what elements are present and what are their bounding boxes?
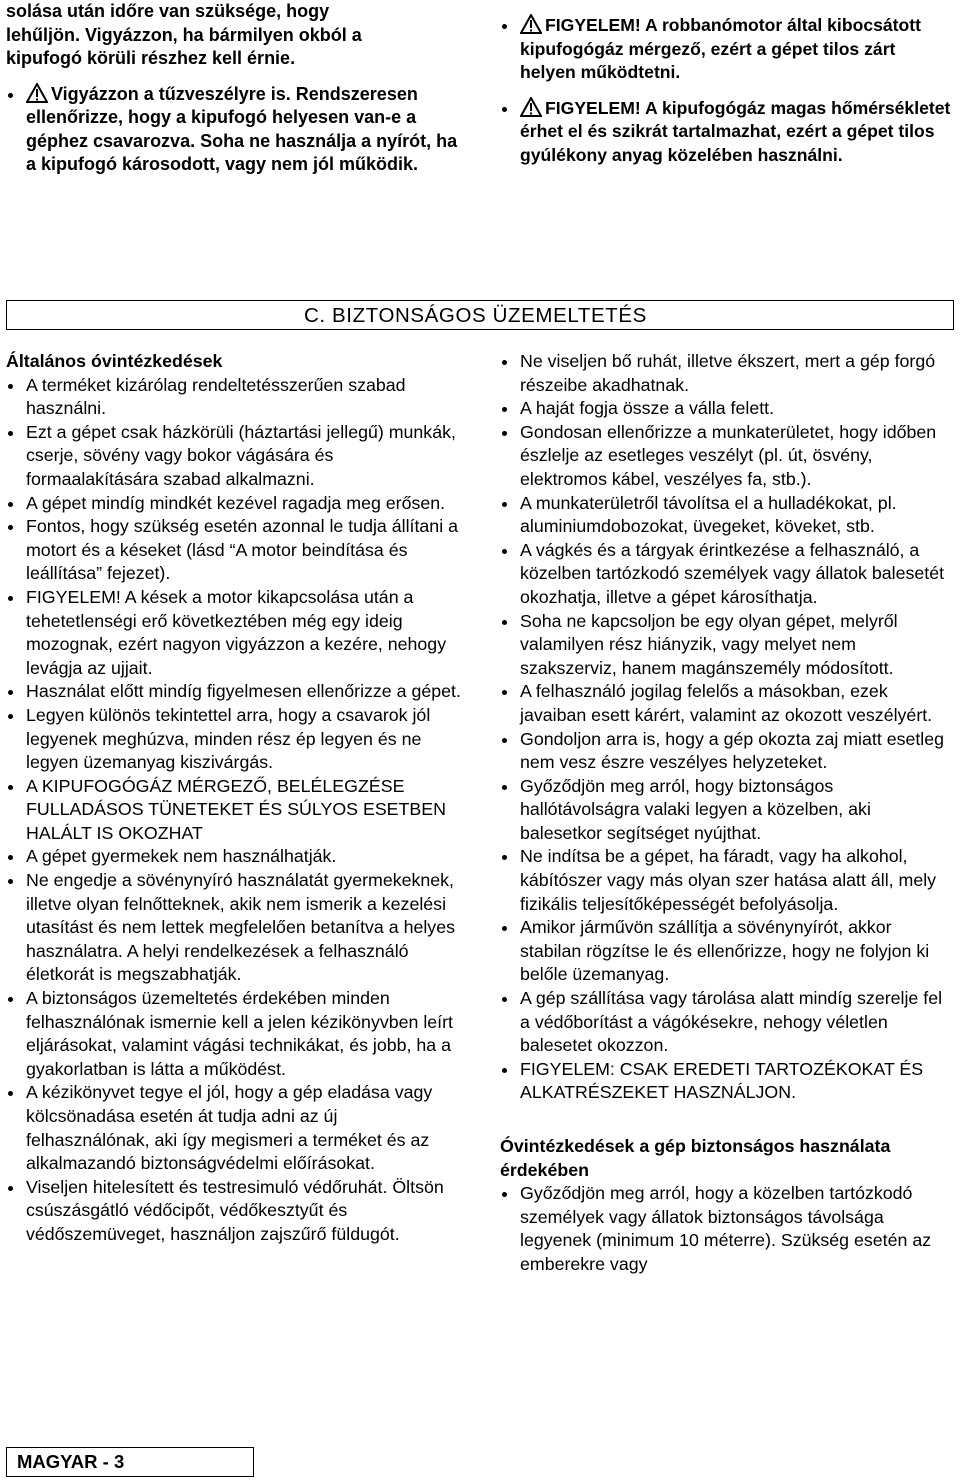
continued-text-1: solása után időre van szüksége, hogy — [6, 1, 330, 21]
bullet-dot — [502, 502, 507, 507]
bullet-dot — [502, 431, 507, 436]
bullet-dot — [502, 855, 507, 860]
list-item-text: Viseljen hitelesített és testresimuló védőruhát. Öltsön csúszásgátló védőcipőt, védőkesztyűt és védőszemüveget, használjon zajszűrő füldugót. — [26, 1176, 444, 1244]
continued-text-2: lehűljön. Vigyázzon, ha bármilyen okból a — [6, 24, 362, 45]
list-item-text: A haját fogja össze a válla felett. — [520, 398, 775, 419]
bullet-dot — [8, 93, 13, 98]
bullet-dot — [8, 1186, 13, 1191]
fire-warning-list — [6, 83, 460, 177]
bullet-dot — [502, 785, 507, 790]
section-header-box — [6, 300, 954, 330]
bullet-dot — [8, 785, 13, 790]
bullet-dot — [502, 107, 507, 112]
bullet-dot — [8, 714, 13, 719]
list-item-text: A vágkés és a tárgyak érintkezése a felhasználó, a közelben tartózkodó személyek vagy állatok balesetét okozhatja, illetve a gépet károsíthatja. — [520, 539, 945, 607]
list-item — [500, 421, 956, 492]
list-item-text: A gépet gyermekek nem használhatják. — [26, 846, 337, 867]
warning-triangle-icon — [520, 14, 542, 34]
list-item — [6, 775, 462, 846]
list-item-text: A gépet mindíg mindkét kezével ragadja meg erősen. — [26, 492, 446, 513]
list-item — [6, 680, 462, 704]
bullet-dot — [8, 879, 13, 884]
list-item — [500, 680, 956, 727]
list-item-text: Gondosan ellenőrizze a munkaterületet, hogy időben észlelje az esetleges veszélyt (pl. út, ösvény, elektromos kábel, veszélyes fa, stb.). — [520, 421, 937, 489]
left-column — [6, 350, 462, 1247]
top-left-block — [6, 0, 460, 177]
bullet-dot — [502, 620, 507, 625]
list-item — [6, 1176, 462, 1247]
bullet-dot — [502, 1192, 507, 1197]
bullet-dot — [502, 24, 507, 29]
spacer — [500, 1105, 956, 1135]
list-item-text: A KIPUFOGÓGÁZ MÉRGEZŐ, BELÉLEGZÉSE FULLADÁSOS TÜNETEKET ÉS SÚLYOS ESETBEN HALÁLT IS OKOZHAT — [26, 775, 446, 843]
exhaust-warning-text-2: FIGYELEM! A kipufogógáz magas hőmérsékletet érhet el és szikrát tartalmazhat, ezért a gépet tilos gyúlékony anyag közelében használni. — [520, 97, 951, 165]
general-precautions-heading: Általános óvintézkedések — [6, 351, 223, 371]
bullet-dot — [8, 596, 13, 601]
list-item-text: Ne indítsa be a gépet, ha fáradt, vagy ha alkohol, kábítószer vagy más olyan szer hatása alatt áll, mely fizikális teljesítőképességét befolyásolja. — [520, 846, 937, 914]
list-item — [6, 704, 462, 775]
bullet-dot — [502, 690, 507, 695]
list-item-text: FIGYELEM: CSAK EREDETI TARTOZÉKOKAT ÉS ALKATRÉSZEKET HASZNÁLJON. — [520, 1058, 924, 1103]
bullet-dot — [502, 738, 507, 743]
bullet-dot — [502, 997, 507, 1002]
continued-text-3: kipufogó körüli részhez kell érnie. — [6, 48, 296, 68]
list-item-text: Győződjön meg arról, hogy biztonságos hallótávolságra valaki legyen a közelben, aki balesetkor segítséget nyújthat. — [520, 775, 871, 843]
list-item — [6, 987, 462, 1081]
list-item — [6, 515, 462, 586]
bullet-dot — [502, 926, 507, 931]
bullet-dot — [8, 1091, 13, 1096]
bullet-dot — [502, 1068, 507, 1073]
bullet-dot — [8, 997, 13, 1002]
exhaust-warning-item-1 — [500, 14, 954, 85]
warning-triangle-icon — [26, 83, 48, 103]
list-item-text: Ne engedje a sövénynyíró használatát gyermekeknek, illetve olyan felnőtteknek, akik nem ismerik a kezelési utasítást és nem lettek megfelelően betanítva a helyes használatra. A helyi rendelkezések a felhasználó életkorát is megszabhatják. — [26, 870, 455, 985]
bullet-dot — [8, 431, 13, 436]
list-item-text: A munkaterületről távolítsa el a hulladékokat, pl. aluminiumdobozokat, üvegeket, köveket, stb. — [520, 492, 897, 537]
exhaust-warning-text-1: FIGYELEM! A robbanómotor által kibocsátott kipufogógáz mérgező, ezért a gépet tilos zárt helyen működtetni. — [520, 15, 921, 82]
list-item — [500, 1182, 956, 1276]
list-item-text: Győződjön meg arról, hogy a közelben tartózkodó személyek vagy állatok biztonságos távolsága legyenek (minimum 10 méterre). Szükség esetén az emberekre vagy — [520, 1183, 932, 1274]
list-item-text: FIGYELEM! A kések a motor kikapcsolása után a tehetetlenségi erő következtében még egy ideig mozognak, ezért nagyon vigyázzon a kezére, nehogy levágja az ujjait. — [26, 586, 447, 678]
list-item — [500, 916, 956, 987]
list-item-text: Amikor járművön szállítja a sövénynyírót, akkor stabilan rögzítse le és ellenőrizze, hogy ne folyjon ki belőle üzemanyag. — [520, 917, 930, 985]
list-item-text: A kézikönyvet tegye el jól, hogy a gép eladása vagy kölcsönadása esetén át tudja adni az új felhasználónak, aki így megismeri a terméket és az alkalmazandó biztonságvédelmi előírásokat. — [26, 1082, 433, 1174]
safe-use-list — [500, 1182, 956, 1276]
list-item-text: Gondoljon arra is, hogy a gép okozta zaj miatt esetleg nem vesz észre veszélyes helyzeteket. — [520, 728, 945, 773]
list-item-text: Soha ne kapcsoljon be egy olyan gépet, melyről valamilyen rész hiányzik, vagy melyet nem szakszerviz, hanem magánszemély módosított. — [520, 610, 898, 678]
list-item — [6, 845, 462, 869]
top-right-block — [500, 14, 954, 167]
right-precautions-list — [500, 350, 956, 1105]
fire-warning-item — [6, 83, 460, 177]
bullet-dot — [8, 502, 13, 507]
list-item-text: Legyen különös tekintettel arra, hogy a csavarok jól legyenek meghúzva, minden rész ép legyen és ne legyen üzemanyag kiszivárgás. — [26, 704, 431, 773]
fire-warning-text: Vigyázzon a tűzveszélyre is. Rendszeresen ellenőrizze, hogy a kipufogó helyesen van-e a géphez csavarozva. Soha ne használja a nyírót, ha a kipufogó károsodott, vagy nem jól működik. — [26, 83, 458, 174]
bullet-dot — [8, 855, 13, 860]
list-item — [500, 610, 956, 681]
bullet-dot — [8, 384, 13, 389]
exhaust-warning-list — [500, 14, 954, 167]
exhaust-warning-item-2 — [500, 97, 954, 168]
list-item — [500, 397, 956, 421]
list-item — [6, 374, 462, 421]
list-item-text: A gép szállítása vagy tárolása alatt mindíg szerelje fel a védőborítást a vágókésekre, nehogy véletlen balesetet okozzon. — [520, 988, 943, 1056]
bullet-dot — [502, 549, 507, 554]
section-title: C. BIZTONSÁGOS ÜZEMELTETÉS — [304, 304, 647, 327]
list-item-text: A biztonságos üzemeltetés érdekében minden felhasználónak ismernie kell a jelen kézikönyvben leírt eljárásokat, valamint vágási technikákat, és jobb, ha a gyakorlatban is látta a működést. — [26, 988, 453, 1079]
list-item — [500, 1058, 956, 1105]
general-precautions-list — [6, 374, 462, 1247]
list-item — [500, 987, 956, 1058]
list-item-text: Ne viseljen bő ruhát, illetve ékszert, mert a gép forgó részeibe akadhatnak. — [520, 351, 936, 395]
list-item — [500, 492, 956, 539]
list-item — [500, 845, 956, 916]
list-item-text: A terméket kizárólag rendeltetésszerűen szabad használni. — [26, 374, 406, 419]
bullet-dot — [502, 360, 507, 365]
list-item — [500, 539, 956, 610]
bullet-dot — [8, 690, 13, 695]
list-item — [6, 1081, 462, 1175]
list-item — [6, 586, 462, 680]
list-item-text: Használat előtt mindíg figyelmesen ellenőrizze a gépet. — [26, 681, 461, 702]
list-item — [500, 775, 956, 846]
bullet-dot — [8, 525, 13, 530]
list-item-text: Ezt a gépet csak házkörüli (háztartási jellegű) munkák, cserje, sövény vagy bokor vágására és formaalakítására szabad alkalmazni. — [26, 421, 456, 489]
bullet-dot — [502, 407, 507, 412]
list-item — [6, 421, 462, 492]
page-footer: MAGYAR - 3 — [6, 1447, 254, 1477]
right-column — [500, 350, 956, 1277]
list-item-text: A felhasználó jogilag felelős a másokban, ezek javaiban esett kárért, valamint az okozott veszélyért. — [520, 681, 933, 725]
list-item — [500, 350, 956, 397]
safe-use-heading: Óvintézkedések a gép biztonságos használata érdekében — [500, 1136, 891, 1180]
warning-triangle-icon — [520, 97, 542, 117]
list-item-text: Fontos, hogy szükség esetén azonnal le tudja állítani a motort és a késeket (lásd “A motor beindítása és leállítása” fejezet). — [26, 516, 458, 584]
list-item — [6, 492, 462, 516]
list-item — [500, 728, 956, 775]
list-item — [6, 869, 462, 987]
